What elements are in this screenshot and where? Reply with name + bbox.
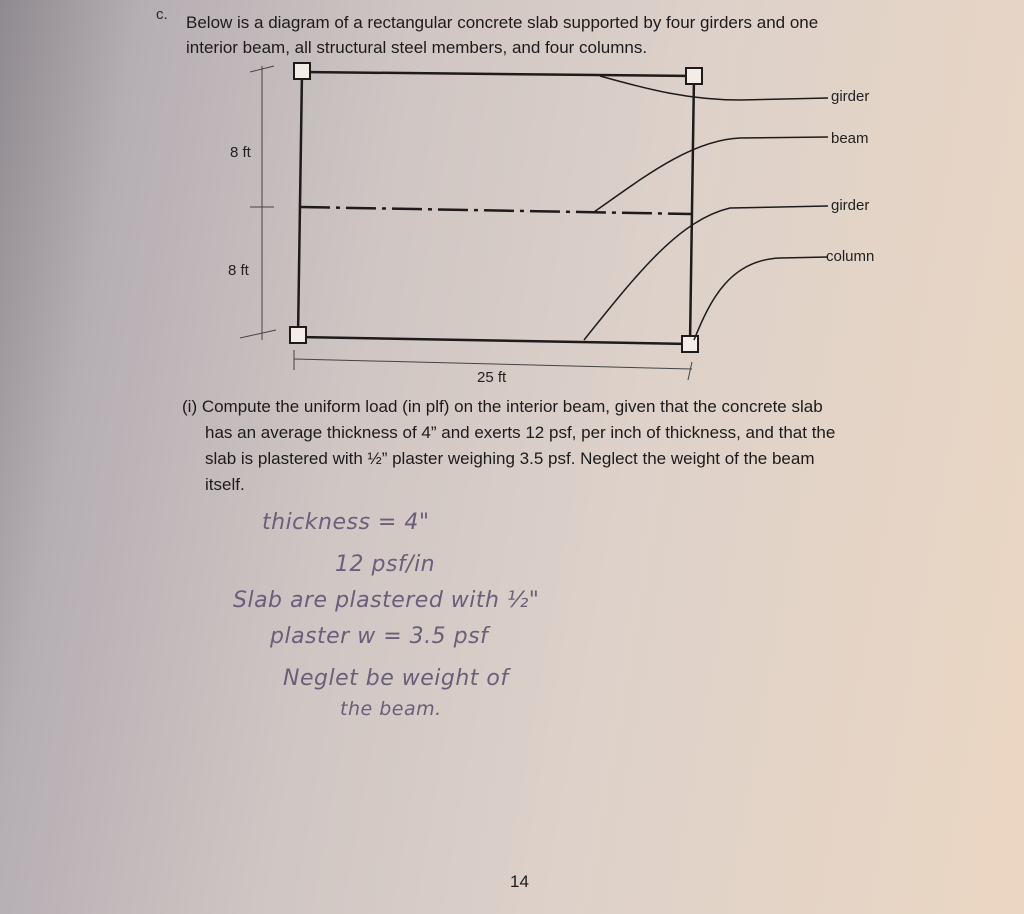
label-column: column xyxy=(826,248,875,265)
part-i-line-2: has an average thickness of 4” and exerts 12 psf, per inch of thickness, and that the xyxy=(205,423,836,442)
dimension-25ft: 25 ft xyxy=(477,369,507,386)
column-top-left xyxy=(294,63,310,79)
handwriting-line-4: plaster w = 3.5 psf xyxy=(270,624,489,649)
handwriting-line-6: the beam. xyxy=(340,698,442,720)
page-number: 14 xyxy=(510,872,529,891)
right-girder xyxy=(690,76,694,344)
interior-beam xyxy=(300,207,692,214)
label-girder-top: girder xyxy=(831,88,870,105)
handwriting-line-5: Neglet be weight of xyxy=(283,666,509,691)
leader-girder-top xyxy=(600,76,828,100)
label-girder-right: girder xyxy=(831,197,870,214)
part-i-line-4: itself. xyxy=(205,475,245,494)
handwriting-line-2: 12 psf/in xyxy=(335,552,436,577)
part-i-line-3: slab is plastered with ½” plaster weighing 3.5 psf. Neglect the weight of the beam xyxy=(205,449,815,468)
leader-girder-right xyxy=(584,206,828,340)
column-top-right xyxy=(686,68,702,84)
handwriting-line-3: Slab are plastered with ½" xyxy=(233,588,540,613)
label-beam: beam xyxy=(831,130,869,147)
question-label: c. xyxy=(156,6,168,23)
bottom-girder xyxy=(298,337,690,344)
leader-column xyxy=(694,257,828,340)
part-i-line-1: (i) Compute the uniform load (in plf) on the interior beam, given that the concrete slab xyxy=(182,397,823,416)
dimension-8ft-bottom: 8 ft xyxy=(228,262,249,279)
column-bottom-left xyxy=(290,327,306,343)
bottom-dimension-line xyxy=(294,359,692,369)
dimension-8ft-top: 8 ft xyxy=(230,144,251,161)
column-bottom-right xyxy=(682,336,698,352)
slab-diagram xyxy=(0,0,1024,400)
question-text-line-1: Below is a diagram of a rectangular concrete slab supported by four girders and one xyxy=(186,13,819,32)
leader-beam xyxy=(594,137,828,212)
left-girder xyxy=(298,72,302,337)
handwriting-line-1: thickness = 4" xyxy=(262,510,430,535)
top-girder xyxy=(302,72,694,76)
question-text-line-2: interior beam, all structural steel members, and four columns. xyxy=(186,38,648,57)
